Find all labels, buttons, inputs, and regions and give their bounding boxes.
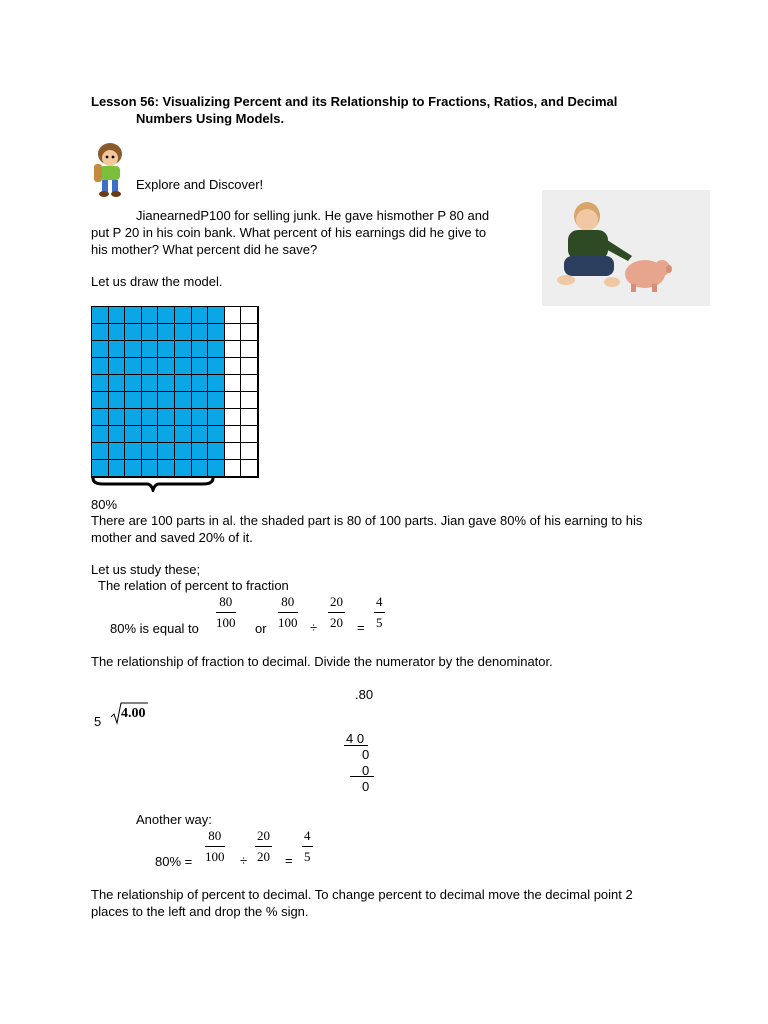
grid-cell-shaded — [208, 324, 225, 341]
grid-cell-empty — [225, 392, 242, 409]
decimal-heading: The relationship of fraction to decimal. Divide the numerator by the denominator. — [91, 654, 553, 669]
grid-cell-empty — [225, 307, 242, 324]
grid-cell-shaded — [192, 443, 209, 460]
grid-cell-shaded — [158, 443, 175, 460]
divide-sign: ÷ — [310, 620, 318, 635]
problem-line1: JianearnedP100 for selling junk. He gave hismother P 80 and — [136, 208, 490, 223]
dividend: 4.00 — [121, 706, 146, 721]
division-step-4: 0 — [362, 779, 370, 794]
grid-cell-shaded — [192, 307, 209, 324]
grid-cell-shaded — [109, 443, 126, 460]
grid-cell-shaded — [142, 375, 159, 392]
model-explain-line2: mother and saved 20% of it. — [91, 530, 253, 545]
grid-cell-shaded — [175, 307, 192, 324]
division-step-2: 0 — [362, 747, 370, 762]
grid-cell-shaded — [125, 324, 142, 341]
grid-cell-shaded — [158, 307, 175, 324]
problem-line3: his mother? What percent did he save? — [91, 242, 318, 257]
equal-label: 80% is equal to — [110, 621, 199, 636]
grid-cell-shaded — [109, 324, 126, 341]
grid-cell-shaded — [208, 409, 225, 426]
grid-cell-shaded — [208, 392, 225, 409]
another-equals-sign: = — [285, 853, 293, 868]
grid-cell-shaded — [208, 307, 225, 324]
grid-cell-shaded — [125, 443, 142, 460]
grid-cell-empty — [241, 426, 258, 443]
grid-cell-shaded — [208, 443, 225, 460]
grid-cell-shaded — [142, 307, 159, 324]
another-fraction-80-100: $\frac{80}{100}$ — [205, 828, 225, 864]
grid-cell-empty — [225, 324, 242, 341]
grid-cell-shaded — [158, 324, 175, 341]
grid-cell-shaded — [142, 392, 159, 409]
grid-cell-shaded — [192, 358, 209, 375]
grid-cell-shaded — [142, 324, 159, 341]
grid-cell-shaded — [175, 375, 192, 392]
grid-cell-shaded — [125, 358, 142, 375]
grid-cell-shaded — [92, 443, 109, 460]
grid-cell-shaded — [125, 460, 142, 477]
division-step-3: 0 — [362, 763, 370, 778]
grid-cell-shaded — [175, 443, 192, 460]
fraction-4-5: $\frac{4}{5}$ — [376, 594, 383, 630]
hundred-grid-model — [91, 306, 259, 478]
grid-cell-shaded — [192, 375, 209, 392]
grid-cell-shaded — [125, 426, 142, 443]
model-intro: Let us draw the model. — [91, 274, 223, 289]
grid-cell-shaded — [175, 392, 192, 409]
grid-cell-shaded — [192, 341, 209, 358]
grid-cell-shaded — [192, 324, 209, 341]
division-rule-2 — [350, 776, 374, 777]
grid-cell-shaded — [109, 392, 126, 409]
another-way-label: Another way: — [136, 812, 212, 827]
grid-cell-shaded — [109, 375, 126, 392]
grid-cell-shaded — [92, 375, 109, 392]
grid-cell-empty — [225, 358, 242, 375]
divisor: 5 — [94, 714, 102, 729]
grid-cell-shaded — [175, 341, 192, 358]
grid-cell-empty — [241, 307, 258, 324]
grid-cell-shaded — [142, 443, 159, 460]
grid-cell-shaded — [142, 426, 159, 443]
grid-cell-shaded — [175, 358, 192, 375]
grid-cell-shaded — [92, 358, 109, 375]
grid-cell-shaded — [158, 392, 175, 409]
grid-cell-shaded — [192, 460, 209, 477]
grid-cell-shaded — [175, 409, 192, 426]
grid-cell-shaded — [92, 341, 109, 358]
fraction-80-100: $\frac{80}{100}$ — [216, 594, 236, 630]
grid-cell-empty — [241, 375, 258, 392]
grid-cell-shaded — [158, 358, 175, 375]
another-divide-sign: ÷ — [240, 853, 248, 868]
grid-cell-shaded — [208, 460, 225, 477]
grid-cell-shaded — [109, 307, 126, 324]
grid-cell-empty — [241, 443, 258, 460]
grid-cell-shaded — [158, 341, 175, 358]
grid-cell-shaded — [208, 341, 225, 358]
child-with-piggy-bank-photo — [542, 190, 710, 306]
lesson-title-line1: Lesson 56: Visualizing Percent and its Relationship to Fractions, Ratios, and Decimal — [91, 94, 618, 109]
grid-cell-shaded — [109, 341, 126, 358]
study-intro: Let us study these; — [91, 562, 201, 577]
grid-cell-shaded — [158, 409, 175, 426]
grid-cell-shaded — [192, 426, 209, 443]
grid-cell-shaded — [125, 409, 142, 426]
grid-cell-shaded — [92, 409, 109, 426]
grid-cell-shaded — [125, 341, 142, 358]
grid-cell-shaded — [109, 460, 126, 477]
grid-cell-shaded — [208, 375, 225, 392]
grid-cell-shaded — [158, 426, 175, 443]
grid-cell-shaded — [109, 358, 126, 375]
grid-cell-shaded — [175, 460, 192, 477]
grid-cell-shaded — [142, 460, 159, 477]
grid-cell-shaded — [92, 307, 109, 324]
grid-cell-shaded — [142, 409, 159, 426]
grid-cell-shaded — [109, 426, 126, 443]
problem-line2: put P 20 in his coin bank. What percent of his earnings did he give to — [91, 225, 487, 240]
equals-sign: = — [357, 620, 365, 635]
grid-cell-shaded — [92, 392, 109, 409]
grid-cell-shaded — [125, 307, 142, 324]
grid-cell-shaded — [175, 426, 192, 443]
model-explain-line1: There are 100 parts in al. the shaded part is 80 of 100 parts. Jian gave 80% of his earning to his — [91, 513, 643, 528]
grid-cell-empty — [225, 460, 242, 477]
grid-cell-empty — [241, 392, 258, 409]
grid-cell-empty — [225, 341, 242, 358]
grid-cell-empty — [225, 426, 242, 443]
grid-cell-shaded — [92, 460, 109, 477]
grid-cell-empty — [225, 443, 242, 460]
grid-cell-shaded — [158, 460, 175, 477]
grid-cell-shaded — [208, 358, 225, 375]
grid-cell-empty — [241, 324, 258, 341]
quotient: .80 — [355, 687, 374, 702]
brace-icon — [91, 476, 215, 492]
grid-cell-empty — [225, 375, 242, 392]
fraction-80-100-b: $\frac{80}{100}$ — [278, 594, 298, 630]
grid-cell-shaded — [92, 324, 109, 341]
grid-cell-shaded — [192, 409, 209, 426]
grid-cell-empty — [241, 358, 258, 375]
percent-decimal-line1: The relationship of percent to decimal. To change percent to decimal move the decimal point 2 — [91, 887, 633, 902]
percent-decimal-line2: places to the left and drop the % sign. — [91, 904, 309, 919]
fraction-20-20: $\frac{20}{20}$ — [330, 594, 343, 630]
grid-cell-empty — [241, 460, 258, 477]
grid-cell-shaded — [125, 375, 142, 392]
boy-explorer-icon — [88, 140, 130, 198]
or-label: or — [255, 621, 267, 636]
grid-cell-shaded — [142, 358, 159, 375]
lesson-title-line2: Numbers Using Models. — [136, 111, 285, 126]
grid-cell-shaded — [125, 392, 142, 409]
grid-cell-shaded — [208, 426, 225, 443]
grid-cell-shaded — [142, 341, 159, 358]
grid-cell-shaded — [175, 324, 192, 341]
grid-cell-shaded — [158, 375, 175, 392]
grid-cell-shaded — [192, 392, 209, 409]
another-fraction-20-20: $\frac{20}{20}$ — [257, 828, 270, 864]
study-heading: The relation of percent to fraction — [98, 578, 289, 593]
grid-cell-shaded — [109, 409, 126, 426]
grid-cell-empty — [225, 409, 242, 426]
grid-cell-empty — [241, 409, 258, 426]
grid-cell-empty — [241, 341, 258, 358]
another-fraction-4-5: $\frac{4}{5}$ — [304, 828, 311, 864]
explore-label: Explore and Discover! — [136, 177, 264, 192]
grid-cell-shaded — [92, 426, 109, 443]
another-lhs: 80% = — [155, 854, 193, 869]
division-step-1: 4 0 — [346, 731, 365, 746]
brace-label: 80% — [91, 497, 118, 512]
